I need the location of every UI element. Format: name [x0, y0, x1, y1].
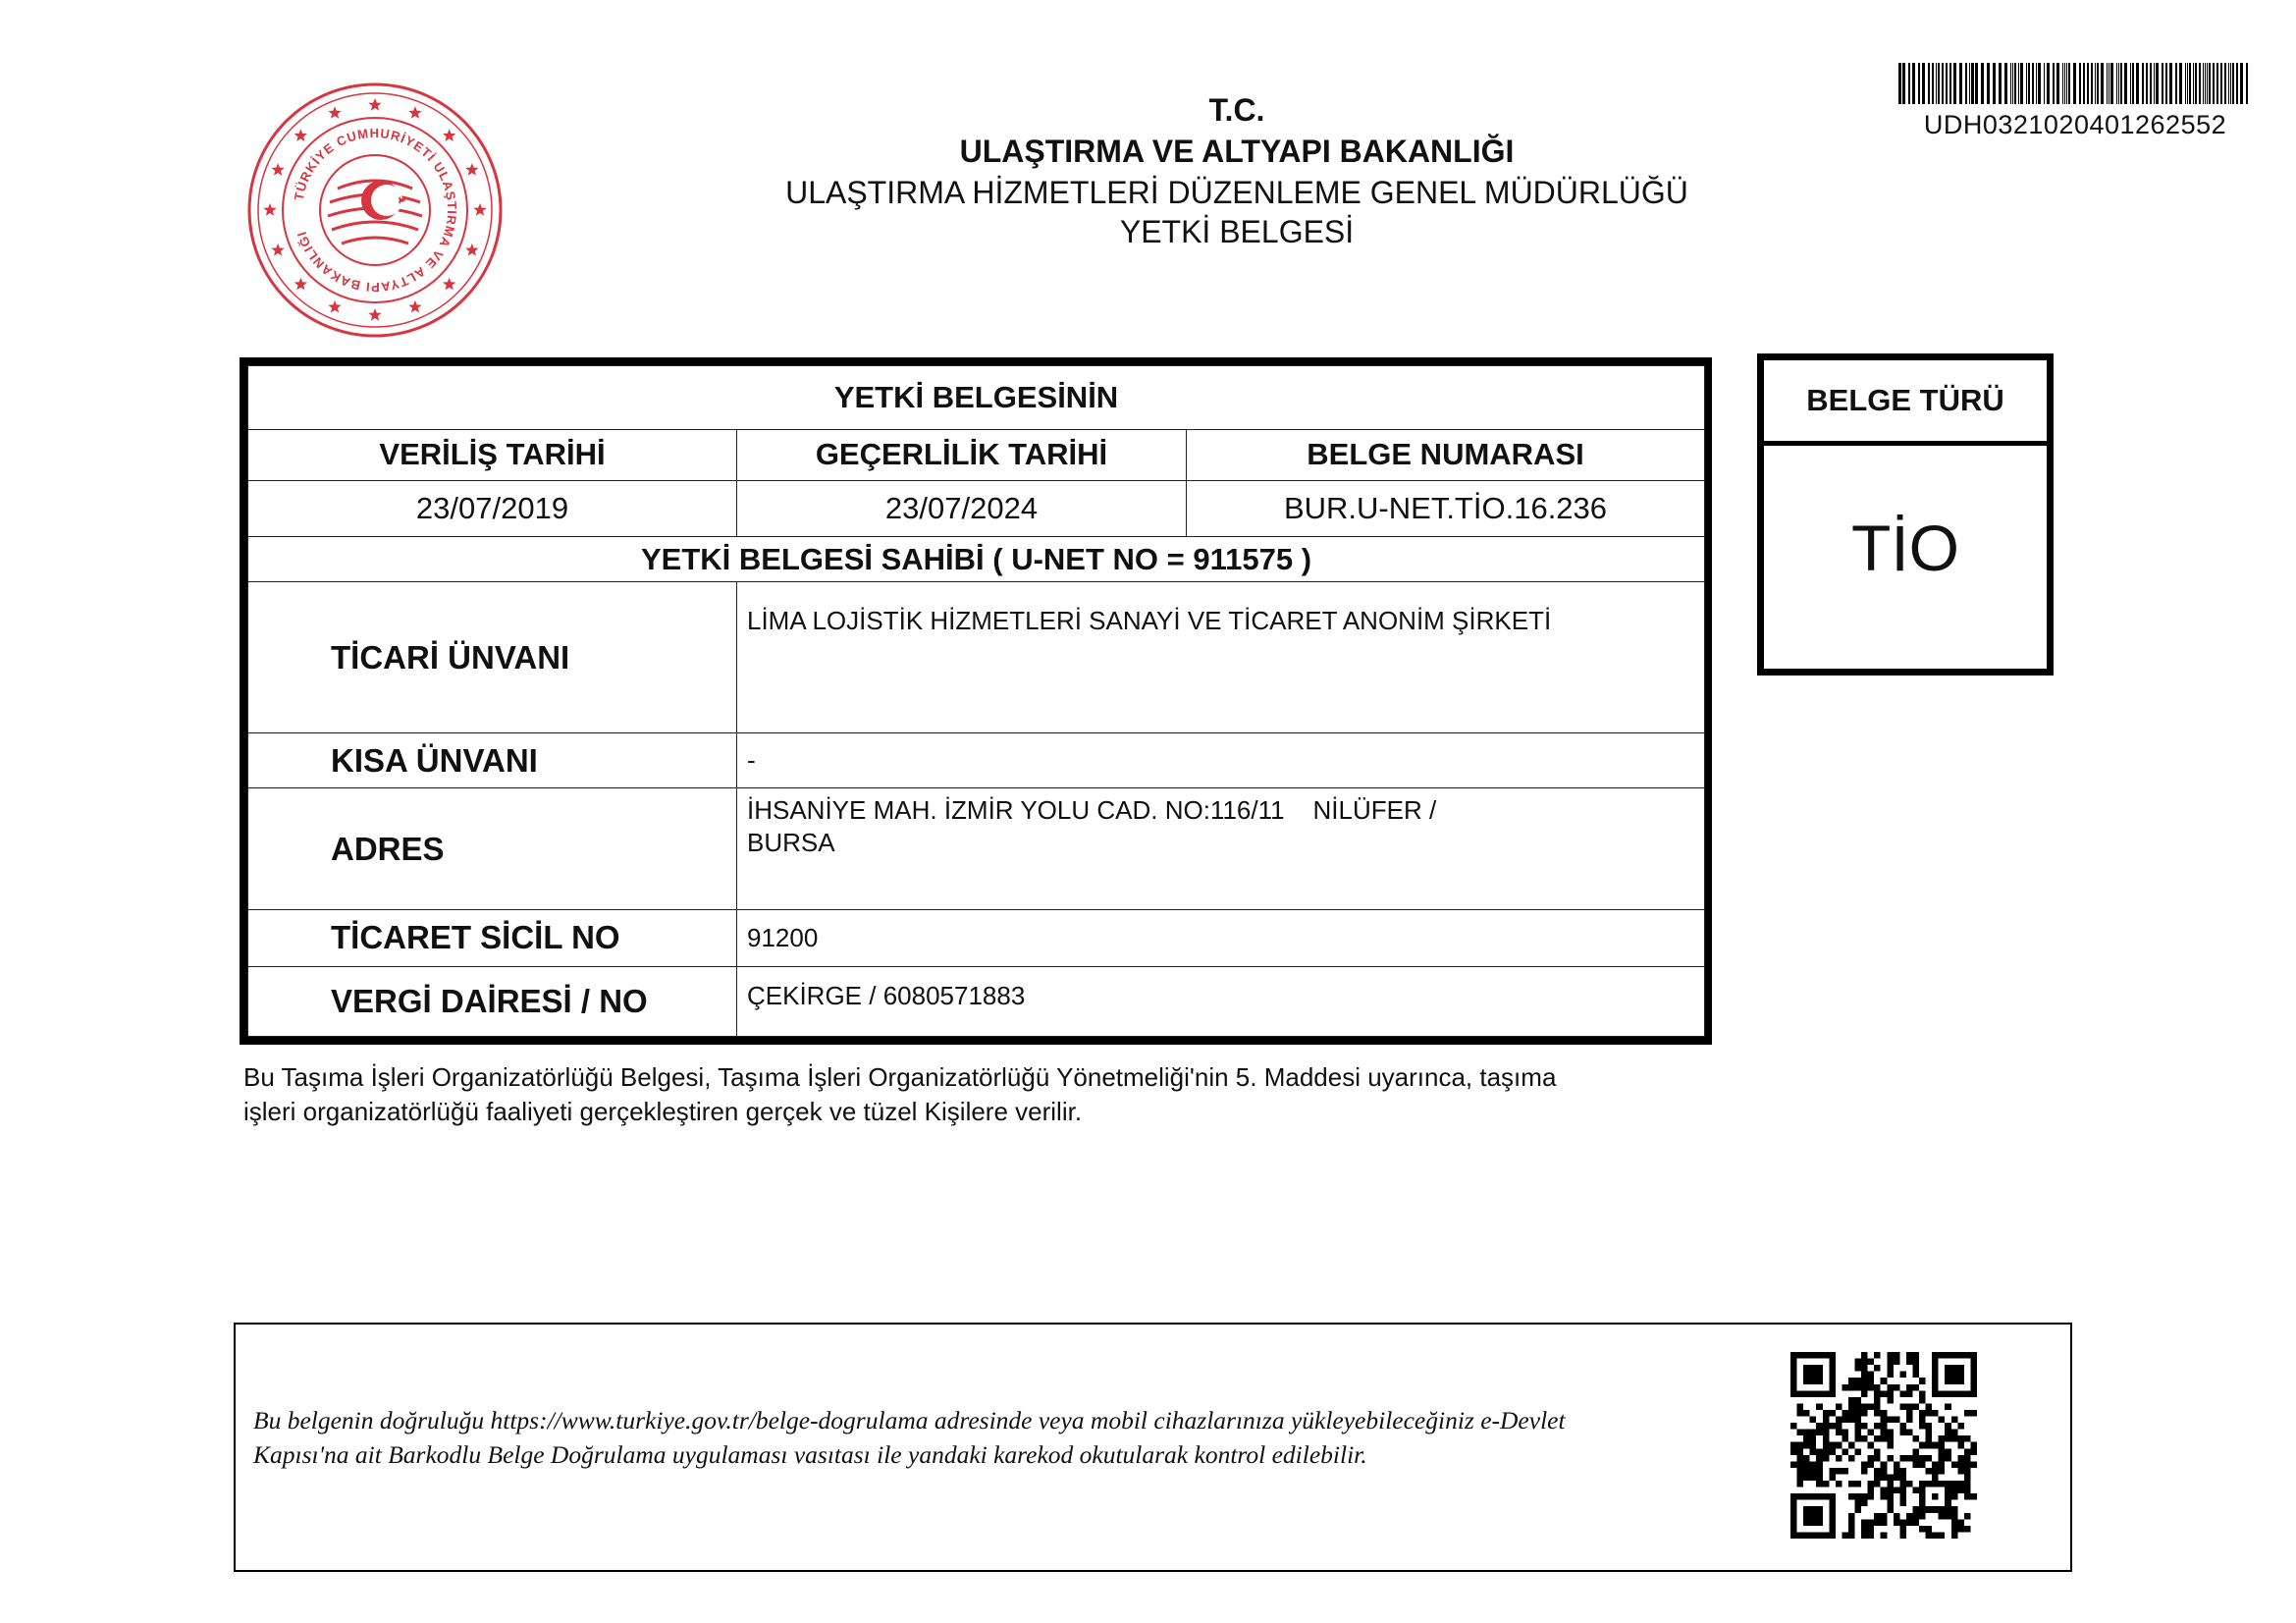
holder-title: YETKİ BELGESİ SAHİBİ ( U-NET NO = 911575 ) — [248, 536, 1705, 581]
verification-text — [253, 1403, 1755, 1472]
legal-note-line-1: Bu Taşıma İşleri Organizatörlüğü Belgesi, Taşıma İşleri Organizatörlüğü Yönetmeliği'nin 5. Maddesi uyarınca, taşıma — [243, 1062, 1557, 1092]
header-ministry: ULAŞTIRMA VE ALTYAPI BAKANLIĞI — [959, 134, 1515, 169]
tax-office-label: VERGİ DAİRESİ / NO — [248, 967, 737, 1037]
col-issue-date-header: VERİLİŞ TARİHİ — [248, 429, 737, 481]
qr-code[interactable] — [1790, 1352, 1977, 1539]
header-department: ULAŞTIRMA HİZMETLERİ DÜZENLEME GENEL MÜDÜRLÜĞÜ — [785, 175, 1688, 210]
trade-name-label: TİCARİ ÜNVANI — [248, 582, 737, 733]
barcode-number: UDH0321020401262552 — [1923, 110, 2227, 139]
col-document-number-header: BELGE NUMARASI — [1187, 429, 1705, 481]
address-line-1: İHSANİYE MAH. İZMİR YOLU CAD. NO:116/11 NİLÜFER / — [747, 795, 1437, 826]
tax-office-value: ÇEKİRGE / 6080571883 — [737, 967, 1705, 1037]
document-type-value: TİO — [1851, 512, 1959, 584]
barcode — [1898, 63, 2252, 104]
verification-line-1: Bu belgenin doğruluğu https://www.turkiye.gov.tr/belge-dogrulama adresinde veya mobil cihazlarınıza yükleyebileceğiniz e-Devlet — [253, 1406, 1566, 1434]
ministry-seal — [243, 79, 507, 342]
verification-line-2: Kapısı'na ait Barkodlu Belge Doğrulama uygulaması vasıtası ile yandaki karekod okutularak kontrol edilebilir. — [253, 1440, 1367, 1469]
verification-box — [234, 1323, 2072, 1572]
section-title: YETKİ BELGESİNİN — [248, 366, 1705, 430]
document-type-label: BELGE TÜRÜ — [1764, 360, 2047, 446]
document-number-value: BUR.U-NET.TİO.16.236 — [1187, 481, 1705, 537]
address-label: ADRES — [248, 788, 737, 909]
header-tc: T.C. — [1208, 92, 1265, 128]
short-name-value: - — [737, 732, 1705, 788]
certificate-table — [240, 357, 1712, 1045]
document-type-box — [1757, 353, 2054, 676]
svg-text:TÜRKİYE CUMHURİYETİ ULAŞTIRMA: TÜRKİYE CUMHURİYETİ ULAŞTIRMA VE ALTYAPI BAKANLIĞI — [291, 125, 460, 296]
legal-note — [243, 1060, 1716, 1129]
legal-note-line-2: işleri organizatörlüğü faaliyeti gerçekleştiren gerçek ve tüzel Kişilere verilir. — [243, 1097, 1083, 1126]
trade-name-value: LİMA LOJİSTİK HİZMETLERİ SANAYİ VE TİCARET ANONİM ŞİRKETİ — [737, 582, 1705, 733]
header-document-title: YETKİ BELGESİ — [1119, 214, 1355, 249]
trade-registry-label: TİCARET SİCİL NO — [248, 909, 737, 967]
issue-date-value: 23/07/2019 — [248, 481, 737, 537]
trade-registry-value: 91200 — [737, 909, 1705, 967]
validity-date-value: 23/07/2024 — [737, 481, 1187, 537]
address-value — [737, 788, 1705, 909]
short-name-label: KISA ÜNVANI — [248, 732, 737, 788]
address-line-2: BURSA — [747, 828, 835, 858]
col-validity-date-header: GEÇERLİLİK TARİHİ — [737, 429, 1187, 481]
